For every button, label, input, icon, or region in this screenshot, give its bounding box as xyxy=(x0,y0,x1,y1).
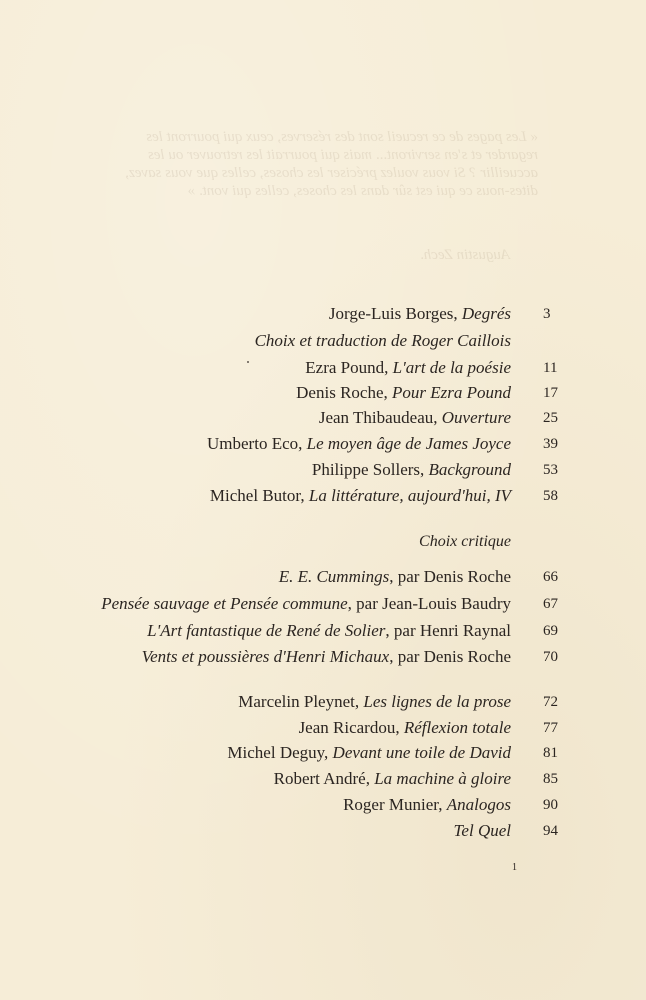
toc-page-number: 90 xyxy=(543,797,558,813)
toc-author: Roger Munier, xyxy=(343,795,447,814)
toc-entry-text xyxy=(142,645,511,669)
toc-row-borges xyxy=(0,302,646,326)
toc-entry-text xyxy=(274,767,511,791)
toc-author: Michel Deguy, xyxy=(227,743,333,762)
toc-page-number: 58 xyxy=(543,488,558,504)
toc-entry-text xyxy=(238,690,511,714)
toc-page-number: 66 xyxy=(543,569,558,585)
toc-byline: , par Jean-Louis Baudry xyxy=(347,594,511,613)
toc-byline: , par Henri Raynal xyxy=(385,621,511,640)
toc-entry-text xyxy=(101,592,511,616)
toc-title: Devant une toile de David xyxy=(332,743,511,762)
toc-row-cummings xyxy=(0,565,646,589)
toc-author: Ezra Pound, xyxy=(305,358,393,377)
toc-byline: , par Denis Roche xyxy=(389,647,511,666)
toc-row-michaux xyxy=(0,645,646,669)
toc-entry-text xyxy=(329,302,511,326)
toc-page-number: 69 xyxy=(543,623,558,639)
toc-title: Vents et poussières d'Henri Michaux xyxy=(141,647,390,666)
toc-page-number: 94 xyxy=(543,823,558,839)
toc-page-number: 85 xyxy=(543,771,558,787)
toc-row-subtitle xyxy=(0,329,646,353)
toc-entry-text xyxy=(207,432,511,456)
toc-title: La machine à gloire xyxy=(374,769,511,788)
show-through-signature: Augustin Zech. xyxy=(420,247,510,263)
toc-title: Le moyen âge de James Joyce xyxy=(306,434,511,453)
toc-subtitle: Choix et traduction de Roger Caillois xyxy=(254,331,511,350)
toc-title: Background xyxy=(428,460,511,479)
toc-page-number: 70 xyxy=(543,649,558,665)
toc-title: Analogos xyxy=(446,795,511,814)
toc-row-ricardou xyxy=(0,716,646,740)
toc-entry-text xyxy=(227,741,511,765)
toc-row-eco xyxy=(0,432,646,456)
toc-title: E. E. Cummings xyxy=(278,567,390,586)
toc-title: L'art de la poésie xyxy=(392,358,511,377)
toc-author: Michel Butor, xyxy=(209,486,309,505)
section-title-choix-critique: Choix critique xyxy=(419,533,511,550)
toc-row-roche xyxy=(0,381,646,405)
toc-title: Pour Ezra Pound xyxy=(392,383,511,402)
toc-entry-text xyxy=(279,565,511,589)
toc-page-number: 3 xyxy=(543,306,551,322)
toc-entry-text xyxy=(210,484,511,508)
toc-title: Les lignes de la prose xyxy=(363,692,511,711)
toc-entry-text xyxy=(305,356,511,380)
toc-title: La littérature, aujourd'hui, IV xyxy=(308,486,511,505)
toc-page-number: 67 xyxy=(543,596,558,612)
toc-row-raynal xyxy=(0,619,646,643)
toc-page-number: 53 xyxy=(543,462,558,478)
toc-title: Ouverture xyxy=(441,408,511,427)
toc-entry-text xyxy=(147,619,511,643)
toc-page-number: 39 xyxy=(543,436,558,452)
toc-author: Denis Roche, xyxy=(296,383,392,402)
toc-row-andre xyxy=(0,767,646,791)
toc-page-number: 11 xyxy=(543,360,558,376)
toc-title: Réflexion totale xyxy=(403,718,511,737)
toc-entry-text xyxy=(343,793,511,817)
toc-author: Jorge-Luis Borges, xyxy=(328,304,462,323)
toc-entry-text xyxy=(296,381,511,405)
toc-page-number: 81 xyxy=(543,745,558,761)
toc-author: Umberto Eco, xyxy=(207,434,307,453)
toc-page-number: 72 xyxy=(543,694,558,710)
toc-row-sollers xyxy=(0,458,646,482)
toc-author: Robert André, xyxy=(273,769,375,788)
toc-author: Jean Ricardou, xyxy=(298,718,404,737)
toc-title: L'Art fantastique de René de Solier xyxy=(147,621,386,640)
toc-title: Degrés xyxy=(461,304,511,323)
toc-row-munier xyxy=(0,793,646,817)
toc-page-number: 25 xyxy=(543,410,558,426)
toc-row-pleynet xyxy=(0,690,646,714)
toc-row-baudry xyxy=(0,592,646,616)
toc-author: Marcelin Pleynet, xyxy=(238,692,364,711)
toc-page-number: 17 xyxy=(543,385,558,401)
toc-entry-text xyxy=(299,716,511,740)
footer-page-number: 1 xyxy=(512,862,517,873)
toc-title: Tel Quel xyxy=(453,821,511,840)
toc-row-pound xyxy=(0,356,646,380)
toc-byline: , par Denis Roche xyxy=(389,567,511,586)
toc-page-number: 77 xyxy=(543,720,558,736)
show-through-paragraph: « Les pages de ce recueil sont des réserves, ceux qui pourront les regarder et s'en serviront... mais qui pourrait les retrouver ou les accueillir ? Si vous voulez préciser les choses, celles que vous savez, dites-nous ce qui est sûr dans les choses, celles qui vont. » xyxy=(125,129,538,199)
toc-entry-text xyxy=(319,406,511,430)
toc-row-butor xyxy=(0,484,646,508)
toc-row-deguy xyxy=(0,741,646,765)
toc-title: Pensée sauvage et Pensée commune xyxy=(101,594,348,613)
toc-author: Philippe Sollers, xyxy=(311,460,429,479)
toc-entry-text xyxy=(312,458,511,482)
toc-row-thibaudeau xyxy=(0,406,646,430)
toc-row-tel-quel xyxy=(0,819,646,843)
toc-author: Jean Thibaudeau, xyxy=(318,408,442,427)
